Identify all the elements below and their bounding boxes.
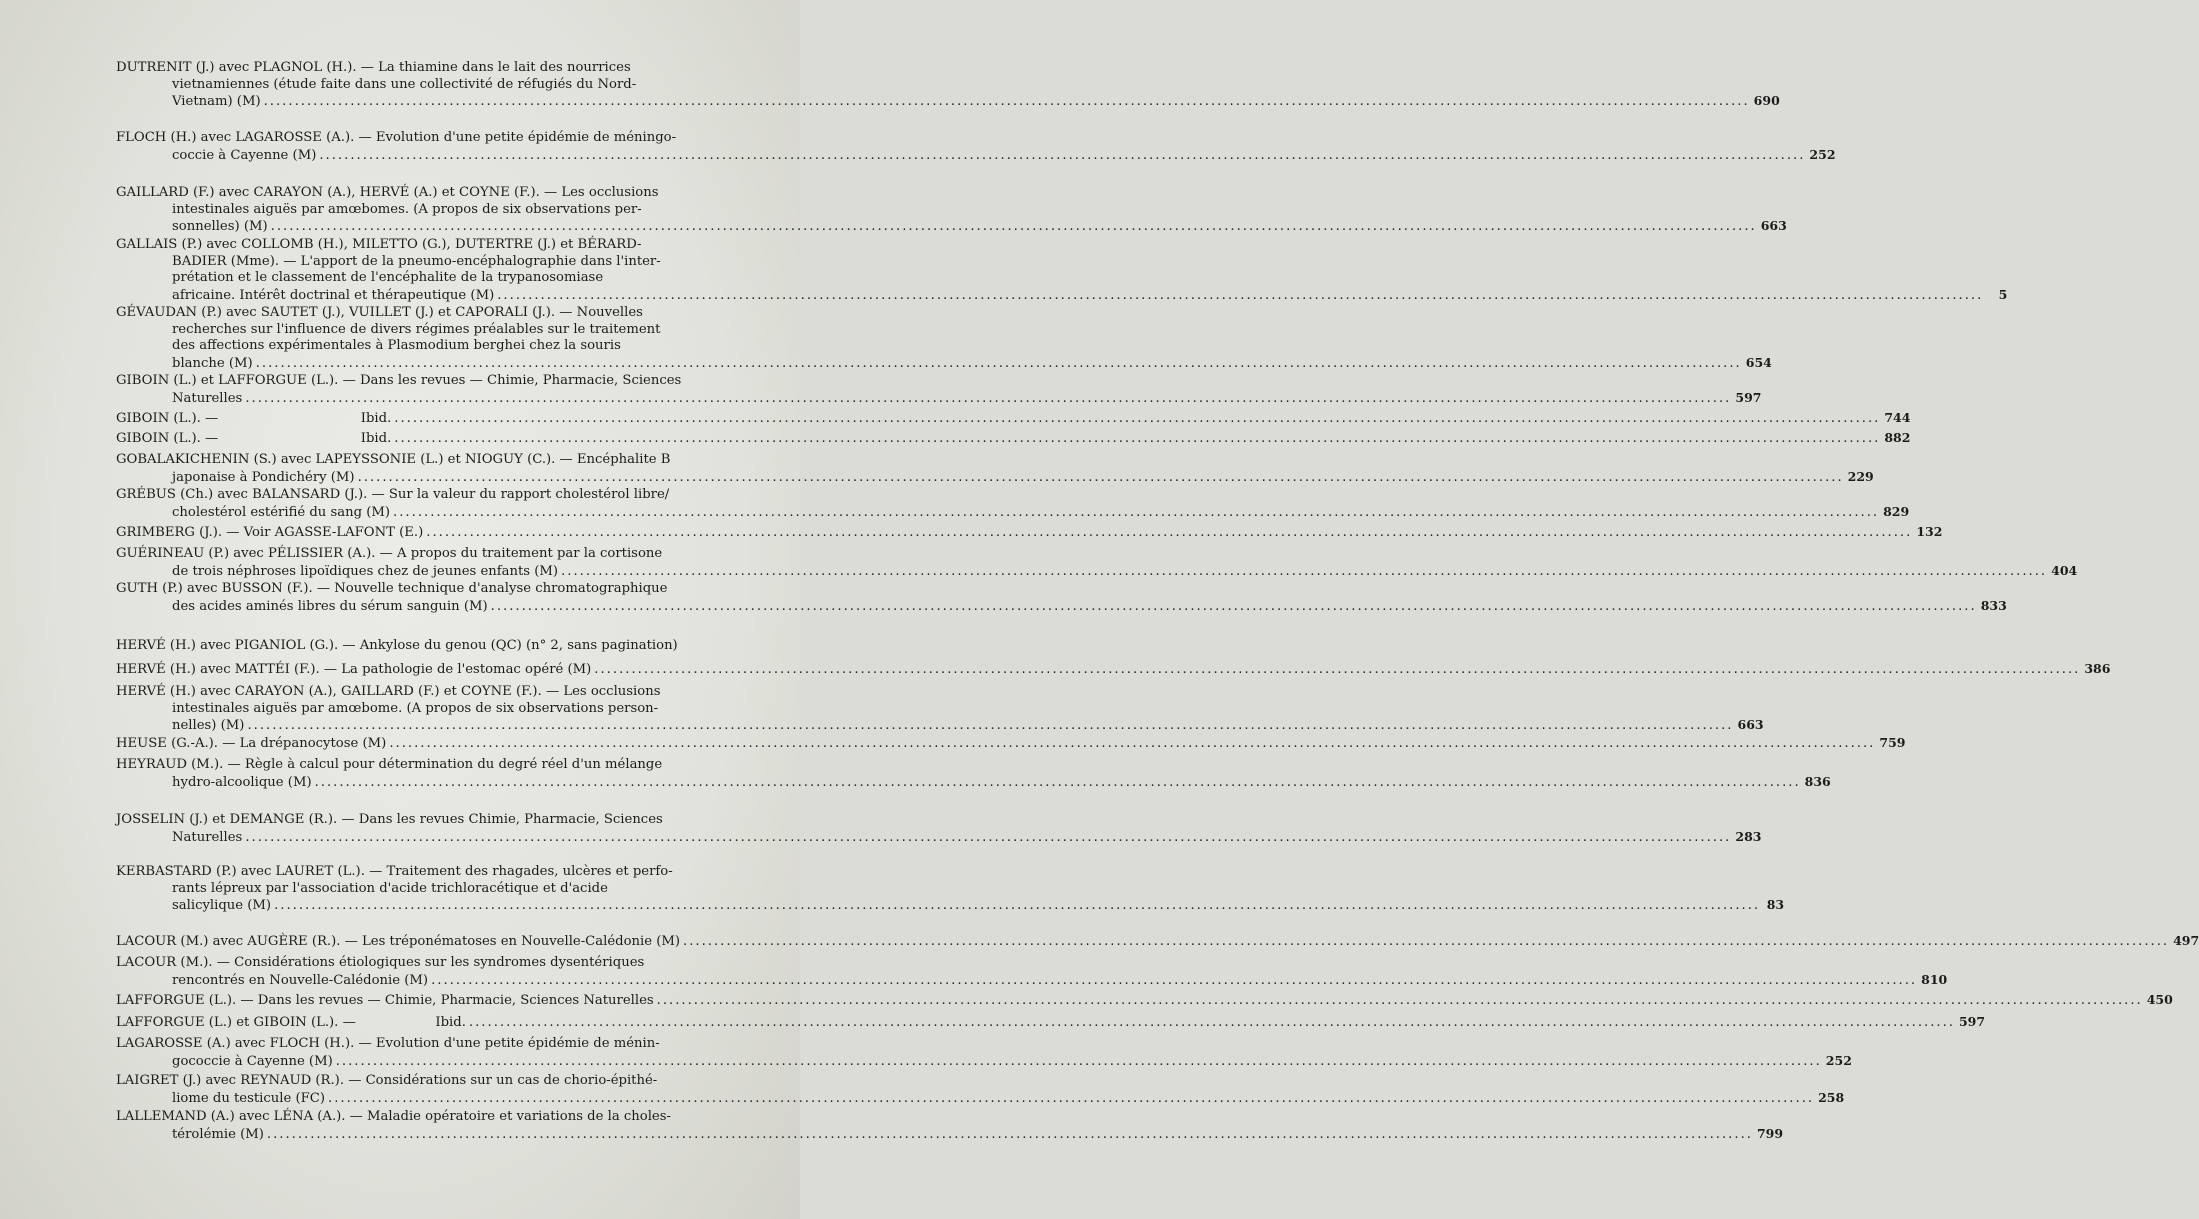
index-entry — [116, 933, 2199, 951]
index-entry — [116, 546, 2078, 580]
page-number: 5 — [1998, 286, 2008, 302]
entry-text: LALLEMAND (A.) avec LÉNA (A.). — Maladie opératoire et variations de la choles- — [116, 1109, 671, 1124]
entry-text: rencontrés en Nouvelle-Calédonie (M) — [172, 972, 429, 988]
page-number: 663 — [1737, 717, 1764, 733]
page-number: 833 — [1980, 597, 2007, 613]
entry-text: cholestérol estérifié du sang (M) — [172, 504, 391, 520]
entry-heading-line — [116, 60, 732, 77]
leader-dots — [469, 1015, 1955, 1032]
leader-dots — [431, 973, 1917, 990]
entry-heading-line — [116, 864, 732, 881]
entry-continuation-line — [116, 562, 2078, 581]
leader-dots — [394, 431, 1880, 448]
entry-heading-line — [116, 684, 732, 701]
entry-continuation-line — [116, 1052, 1852, 1071]
index-entry — [116, 185, 1787, 236]
entry-text: sonnelles) (M) — [172, 219, 268, 235]
index-entry — [116, 638, 732, 655]
leader-dots — [267, 1127, 1753, 1144]
entry-continuation-line — [116, 93, 1780, 111]
entry-text: intestinales aiguës par amœbome. (A propos de six observations person- — [172, 700, 659, 716]
entry-text: DUTRENIT (J.) avec PLAGNOL (H.). — La thiamine dans le lait des nourrices — [116, 60, 631, 75]
entry-text: africaine. Intérêt doctrinal et thérapeutique (M) — [172, 287, 495, 303]
entry-continuation-line — [116, 773, 1831, 792]
entry-continuation-line — [116, 468, 1874, 487]
leader-dots — [657, 993, 2143, 1010]
index-entry — [116, 130, 1836, 164]
entry-continuation-line — [116, 717, 1764, 735]
entry-text: JOSSELIN (J.) et DEMANGE (R.). — Dans les revues Chimie, Pharmacie, Sciences — [116, 812, 663, 827]
page-number: 404 — [2051, 562, 2078, 578]
entry-heading-line — [116, 1036, 732, 1053]
leader-dots — [336, 1054, 1822, 1071]
entry-text: nelles) (M) — [172, 718, 245, 734]
entry-text: FLOCH (H.) avec LAGAROSSE (A.). — Evolution d'une petite épidémie de méningo- — [116, 130, 677, 145]
entry-text: GRIMBERG (J.). — Voir AGASSE-LAFONT (E.) — [116, 525, 424, 540]
page-number: 759 — [1879, 735, 1906, 750]
page-number: 799 — [1756, 1125, 1784, 1141]
page-number: 654 — [1745, 354, 1772, 370]
index-entry — [116, 1014, 1986, 1032]
entry-text: des affections expérimentales à Plasmodium berghei chez la souris — [172, 338, 621, 354]
entry-continuation-line — [116, 338, 732, 355]
entry-text: GIBOIN (L.). — Ibid. — [116, 431, 392, 446]
leader-dots — [426, 525, 1912, 542]
entry-heading-line — [116, 735, 1906, 753]
leader-dots — [358, 470, 1844, 487]
page-number: 252 — [1825, 1052, 1852, 1068]
entry-heading-line — [116, 430, 1911, 448]
index-entry — [116, 373, 1762, 407]
entry-heading-line — [116, 410, 1911, 428]
index-entry — [116, 581, 2007, 615]
entry-continuation-line — [116, 881, 732, 898]
page-number: 597 — [1958, 1014, 1986, 1029]
entry-text: LAFFORGUE (L.). — Dans les revues — Chimie, Pharmacie, Sciences Naturelles — [116, 993, 654, 1008]
entry-heading-line — [116, 955, 732, 972]
entry-continuation-line — [116, 202, 732, 219]
entry-text: HERVÉ (H.) avec CARAYON (A.), GAILLARD (F.) et COYNE (F.). — Les occlusions — [116, 684, 661, 699]
index-entry — [116, 60, 1780, 111]
index-entry — [116, 452, 1874, 486]
entry-text: hydro-alcoolique (M) — [172, 774, 312, 790]
page-number: 258 — [1818, 1089, 1845, 1105]
leader-dots — [315, 775, 1801, 792]
leader-dots — [491, 599, 1977, 616]
leader-dots — [561, 564, 2047, 581]
leader-dots — [274, 898, 1760, 915]
entry-text: japonaise à Pondichéry (M) — [172, 469, 355, 485]
index-entry — [116, 1036, 1852, 1070]
leader-dots — [393, 505, 1879, 522]
entry-heading-line — [116, 661, 2111, 679]
page-number: 690 — [1753, 93, 1780, 109]
entry-continuation-line — [116, 701, 732, 718]
entry-text: GIBOIN (L.) et LAFFORGUE (L.). — Dans les revues — Chimie, Pharmacie, Sciences — [116, 373, 682, 388]
page-number: 497 — [2173, 933, 2199, 948]
entry-heading-line — [116, 1109, 732, 1126]
index-entry — [116, 684, 1764, 735]
entry-text: LACOUR (M.) avec AUGÈRE (R.). — Les tréponématoses en Nouvelle-Calédonie (M) — [116, 934, 681, 949]
entry-text: BADIER (Mme). — L'apport de la pneumo-encéphalographie dans l'inter- — [172, 253, 661, 269]
entry-text: coccie à Cayenne (M) — [172, 147, 317, 163]
index-entry — [116, 487, 1910, 521]
page-number: 450 — [2146, 992, 2173, 1007]
entry-continuation-line — [116, 354, 1772, 373]
entry-text: KERBASTARD (P.) avec LAURET (L.). — Traitement des rhagades, ulcères et perfo- — [116, 864, 673, 879]
entry-text: des acides aminés libres du sérum sanguin (M) — [172, 598, 488, 614]
page-number: 83 — [1766, 897, 1785, 913]
page-number: 597 — [1735, 389, 1762, 405]
page-number: 829 — [1883, 503, 1910, 519]
entry-heading-line — [116, 452, 732, 469]
entry-continuation-line — [116, 1089, 1845, 1108]
leader-dots — [389, 736, 1875, 753]
leader-dots — [264, 94, 1750, 111]
index-entry — [116, 237, 2008, 304]
entry-text: LAGAROSSE (A.) avec FLOCH (H.). — Evolution d'une petite épidémie de ménin- — [116, 1036, 660, 1051]
index-entry — [116, 430, 1911, 448]
index-entry — [116, 305, 1772, 372]
index-entry — [116, 955, 1948, 989]
entry-text: HERVÉ (H.) avec PIGANIOL (G.). — Ankylose du genou (QC) (n° 2, sans pagination) — [116, 638, 678, 653]
index-entry — [116, 992, 2173, 1010]
entry-text: LACOUR (M.). — Considérations étiologiques sur les syndromes dysentériques — [116, 955, 645, 970]
entry-text: GUTH (P.) avec BUSSON (F.). — Nouvelle technique d'analyse chromatographique — [116, 581, 668, 596]
entry-continuation-line — [116, 1125, 1784, 1144]
entry-heading-line — [116, 581, 732, 598]
entry-text: GAILLARD (F.) avec CARAYON (A.), HERVÉ (A.) et COYNE (F.). — Les occlusions — [116, 185, 659, 200]
entry-text: blanche (M) — [172, 355, 253, 371]
entry-continuation-line — [116, 270, 732, 287]
leader-dots — [245, 830, 1731, 847]
entry-continuation-line — [116, 389, 1762, 408]
entry-text: GRÉBUS (Ch.) avec BALANSARD (J.). — Sur la valeur du rapport cholestérol libre/ — [116, 487, 670, 502]
entry-heading-line — [116, 524, 1943, 542]
leader-dots — [319, 148, 1805, 165]
page-number: 836 — [1804, 773, 1831, 789]
entry-text: rants lépreux par l'association d'acide trichloracétique et d'acide — [172, 880, 608, 896]
entry-text: LAFFORGUE (L.) et GIBOIN (L.). — Ibid. — [116, 1015, 466, 1030]
entry-text: LAIGRET (J.) avec REYNAUD (R.). — Considérations sur un cas de chorio-épithé- — [116, 1073, 658, 1088]
leader-dots — [256, 356, 1742, 373]
entry-heading-line — [116, 992, 2173, 1010]
index-entry — [116, 1073, 1845, 1107]
leader-dots — [245, 391, 1731, 408]
page-number: 810 — [1921, 971, 1948, 987]
entry-heading-line — [116, 757, 732, 774]
entry-heading-line — [116, 373, 732, 390]
index-entry — [116, 864, 1785, 915]
entry-heading-line — [116, 1014, 1986, 1032]
entry-continuation-line — [116, 146, 1836, 165]
page-number: 229 — [1847, 468, 1874, 484]
entry-continuation-line — [116, 322, 732, 339]
page-number: 386 — [2084, 661, 2111, 676]
entry-text: GIBOIN (L.). — Ibid. — [116, 411, 392, 426]
leader-dots — [683, 934, 2169, 951]
entry-text: Naturelles — [172, 390, 243, 406]
entry-text: térolémie (M) — [172, 1126, 264, 1142]
entry-text: GÉVAUDAN (P.) avec SAUTET (J.), VUILLET (J.) et CAPORALI (J.). — Nouvelles — [116, 305, 643, 320]
entry-heading-line — [116, 812, 732, 829]
page-number: 663 — [1760, 218, 1787, 234]
entry-continuation-line — [116, 77, 732, 94]
entry-text: de trois néphroses lipoïdiques chez de jeunes enfants (M) — [172, 563, 559, 579]
index-entry — [116, 1109, 1784, 1143]
entry-text: liome du testicule (FC) — [172, 1090, 326, 1106]
entry-text: HEUSE (G.-A.). — La drépanocytose (M) — [116, 736, 387, 751]
index-entry — [116, 661, 2111, 679]
leader-dots — [328, 1091, 1814, 1108]
page-number: 252 — [1809, 146, 1836, 162]
index-entry — [116, 524, 1943, 542]
entry-text: GALLAIS (P.) avec COLLOMB (H.), MILETTO (G.), DUTERTRE (J.) et BÉRARD- — [116, 237, 642, 252]
entry-text: GUÉRINEAU (P.) avec PÉLISSIER (A.). — A propos du traitement par la cortisone — [116, 546, 663, 561]
entry-text: GOBALAKICHENIN (S.) avec LAPEYSSONIE (L.) et NIOGUY (C.). — Encéphalite B — [116, 452, 671, 467]
entry-continuation-line — [116, 897, 1785, 915]
entry-text: HEYRAUD (M.). — Règle à calcul pour détermination du degré réel d'un mélange — [116, 757, 663, 772]
entry-text: gococcie à Cayenne (M) — [172, 1053, 333, 1069]
entry-text: recherches sur l'influence de divers régimes préalables sur le traitement — [172, 321, 661, 337]
entry-continuation-line — [116, 828, 1762, 847]
entry-heading-line — [116, 487, 732, 504]
entry-text: Naturelles — [172, 829, 243, 845]
page-number: 132 — [1916, 524, 1943, 539]
entry-heading-line — [116, 237, 732, 254]
page-number: 744 — [1884, 410, 1911, 425]
entry-text: salicylique (M) — [172, 898, 272, 914]
entry-heading-line — [116, 933, 2199, 951]
leader-dots — [271, 219, 1757, 236]
entry-text: HERVÉ (H.) avec MATTÉI (F.). — La pathologie de l'estomac opéré (M) — [116, 662, 592, 677]
leader-dots — [594, 662, 2080, 679]
entry-heading-line — [116, 185, 732, 202]
leader-dots — [394, 411, 1880, 428]
index-entry — [116, 735, 1906, 753]
entry-continuation-line — [116, 286, 2008, 305]
entry-continuation-line — [116, 597, 2007, 616]
leader-dots — [497, 288, 1983, 305]
entry-heading-line — [116, 1073, 732, 1090]
entry-text: intestinales aiguës par amœbomes. (A propos de six observations per- — [172, 201, 642, 217]
index-entry — [116, 757, 1831, 791]
index-entry — [116, 812, 1762, 846]
entry-heading-line — [116, 546, 732, 563]
entry-text: vietnamiennes (étude faite dans une collectivité de réfugiés du Nord- — [172, 76, 637, 92]
leader-dots — [247, 718, 1733, 735]
entry-continuation-line — [116, 503, 1910, 522]
entry-heading-line — [116, 130, 732, 147]
page-number: 882 — [1884, 430, 1911, 445]
entry-continuation-line — [116, 971, 1948, 990]
entry-text: Vietnam) (M) — [172, 94, 261, 110]
entry-heading-line — [116, 305, 732, 322]
entry-text: prétation et le classement de l'encéphalite de la trypanosomiase — [172, 270, 604, 286]
entry-heading-line — [116, 638, 732, 655]
index-entry — [116, 410, 1911, 428]
page-number: 283 — [1735, 828, 1762, 844]
entry-continuation-line — [116, 218, 1787, 236]
entry-continuation-line — [116, 254, 732, 271]
